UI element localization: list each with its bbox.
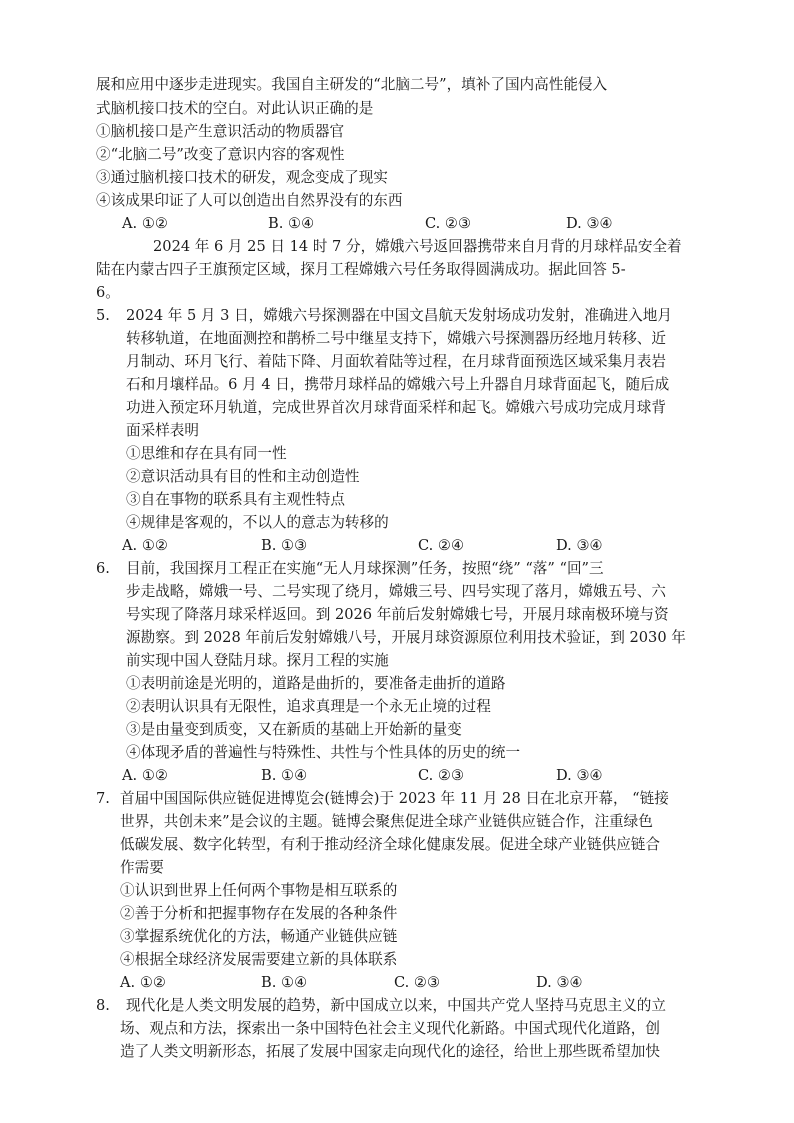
q6-stem-line: 源勘察。到 2028 年前后发射嫦娥八号，开展月球资源原位利用技术验证，到 2030 年 — [126, 629, 686, 646]
q6-item: ①表明前途是光明的，道路是曲折的，要准备走曲折的道路 — [126, 675, 506, 692]
q5-stem-line: 功进入预定环月轨道，完成世界首次月球背面采样和起飞。嫦娥六号成功完成月球背 — [126, 399, 666, 416]
q5-item: ②意识活动具有目的性和主动创造性 — [126, 468, 360, 485]
q4-stem-line: 式脑机接口技术的空白。对此认识正确的是 — [96, 100, 374, 117]
q4-option-b[interactable]: B. ①④ — [268, 215, 315, 232]
q5-option-d[interactable]: D. ③④ — [556, 537, 603, 554]
q6-stem-line: 前实现中国人登陆月球。探月工程的实施 — [126, 652, 389, 669]
q7-item: ④根据全球经济发展需要建立新的具体联系 — [120, 951, 398, 968]
q5-option-c[interactable]: C. ②④ — [418, 537, 465, 554]
q4-item: ②“北脑二号”改变了意识内容的客观性 — [96, 146, 345, 163]
q8-stem-line: 场、观点和方法，探索出一条中国特色社会主义现代化新路。中国式现代化道路，创 — [120, 1020, 660, 1037]
q6-option-a[interactable]: A. ①② — [122, 767, 168, 784]
q6-option-b[interactable]: B. ①④ — [261, 767, 308, 784]
q4-option-d[interactable]: D. ③④ — [566, 215, 613, 232]
q7-stem-line: 作需要 — [120, 859, 164, 876]
q6-stem-line: 步走战略，嫦娥一号、二号实现了绕月，嫦娥三号、四号实现了落月，嫦娥五号、六 — [126, 583, 666, 600]
q5-stem-line: 月制动、环月飞行、着陆下降、月面软着陆等过程，在月球背面预选区域采集月表岩 — [126, 353, 666, 370]
material-line: 6。 — [96, 284, 120, 301]
q7-option-b[interactable]: B. ①④ — [261, 974, 308, 991]
q6-item: ④体现矛盾的普遍性与特殊性、共性与个性具体的历史的统一 — [126, 744, 521, 761]
q4-item: ①脑机接口是产生意识活动的物质器官 — [96, 123, 345, 140]
q5-item: ③自在事物的联系具有主观性特点 — [126, 491, 345, 508]
q6-item: ②表明认识具有无限性，追求真理是一个永无止境的过程 — [126, 698, 491, 715]
q6-stem-line: 号实现了降落月球采样返回。到 2026 年前后发射嫦娥七号，开展月球南极环境与资 — [126, 606, 669, 623]
material-line: 2024 年 6 月 25 日 14 时 7 分，嫦娥六号返回器携带来自月背的月球样品安全着 — [153, 238, 682, 255]
q7-item: ①认识到世界上任何两个事物是相互联系的 — [120, 882, 398, 899]
q6-number: 6. — [96, 560, 110, 577]
q8-number: 8. — [96, 997, 110, 1014]
q8-stem-line: 现代化是人类文明发展的趋势，新中国成立以来，中国共产党人坚持马克思主义的立 — [126, 997, 666, 1014]
q4-stem-line: 展和应用中逐步走进现实。我国自主研发的“北脑二号”，填补了国内高性能侵入 — [96, 76, 608, 93]
q4-option-c[interactable]: C. ②③ — [425, 215, 472, 232]
q5-stem-line: 转移轨道，在地面测控和鹊桥二号中继星支持下，嫦娥六号探测器历经地月转移、近 — [126, 330, 666, 347]
q6-item: ③是由量变到质变，又在新质的基础上开始新的量变 — [126, 721, 462, 738]
material-line: 陆在内蒙古四子王旗预定区域，探月工程嫦娥六号任务取得圆满成功。据此回答 5- — [96, 261, 626, 278]
q7-stem-line: 世界，共创未来”是会议的主题。链博会聚焦促进全球产业链供应链合作，注重绿色 — [120, 813, 653, 830]
q7-number: 7. — [96, 790, 110, 807]
q5-stem-line: 石和月壤样品。6 月 4 日，携带月球样品的嫦娥六号上升器自月球背面起飞，随后成 — [126, 376, 670, 393]
q5-stem-line: 面采样表明 — [126, 422, 199, 439]
q4-option-a[interactable]: A. ①② — [122, 215, 168, 232]
q5-option-a[interactable]: A. ①② — [122, 537, 168, 554]
q5-stem-line: 2024 年 5 月 3 日，嫦娥六号探测器在中国文昌航天发射场成功发射，准确进入地月 — [126, 307, 672, 324]
q7-option-c[interactable]: C. ②③ — [394, 974, 441, 991]
q4-item: ④该成果印证了人可以创造出自然界没有的东西 — [96, 192, 403, 209]
q5-item: ④规律是客观的，不以人的意志为转移的 — [126, 514, 389, 531]
q5-number: 5. — [96, 307, 110, 324]
q6-option-c[interactable]: C. ②③ — [418, 767, 465, 784]
q8-stem-line: 造了人类文明新形态，拓展了发展中国家走向现代化的途径，给世上那些既希望加快 — [120, 1043, 660, 1060]
q7-item: ②善于分析和把握事物存在发展的各种条件 — [120, 905, 398, 922]
q7-option-a[interactable]: A. ①② — [120, 974, 166, 991]
q7-stem-line: 低碳发展、数字化转型，有利于推动经济全球化健康发展。促进全球产业链供应链合 — [120, 836, 660, 853]
q7-item: ③掌握系统优化的方法，畅通产业链供应链 — [120, 928, 398, 945]
q5-option-b[interactable]: B. ①③ — [261, 537, 308, 554]
q4-item: ③通过脑机接口技术的研发，观念变成了现实 — [96, 169, 388, 186]
q6-option-d[interactable]: D. ③④ — [556, 767, 603, 784]
q5-item: ①思维和存在具有同一性 — [126, 445, 287, 462]
q6-stem-line: 目前，我国探月工程正在实施“无人月球探测”任务，按照“绕” “落” “回”三 — [126, 560, 604, 577]
q7-stem-line: 首届中国国际供应链促进博览会(链博会)于 2023 年 11 月 28 日在北京开幕， “链接 — [120, 790, 669, 807]
q7-option-d[interactable]: D. ③④ — [536, 974, 583, 991]
